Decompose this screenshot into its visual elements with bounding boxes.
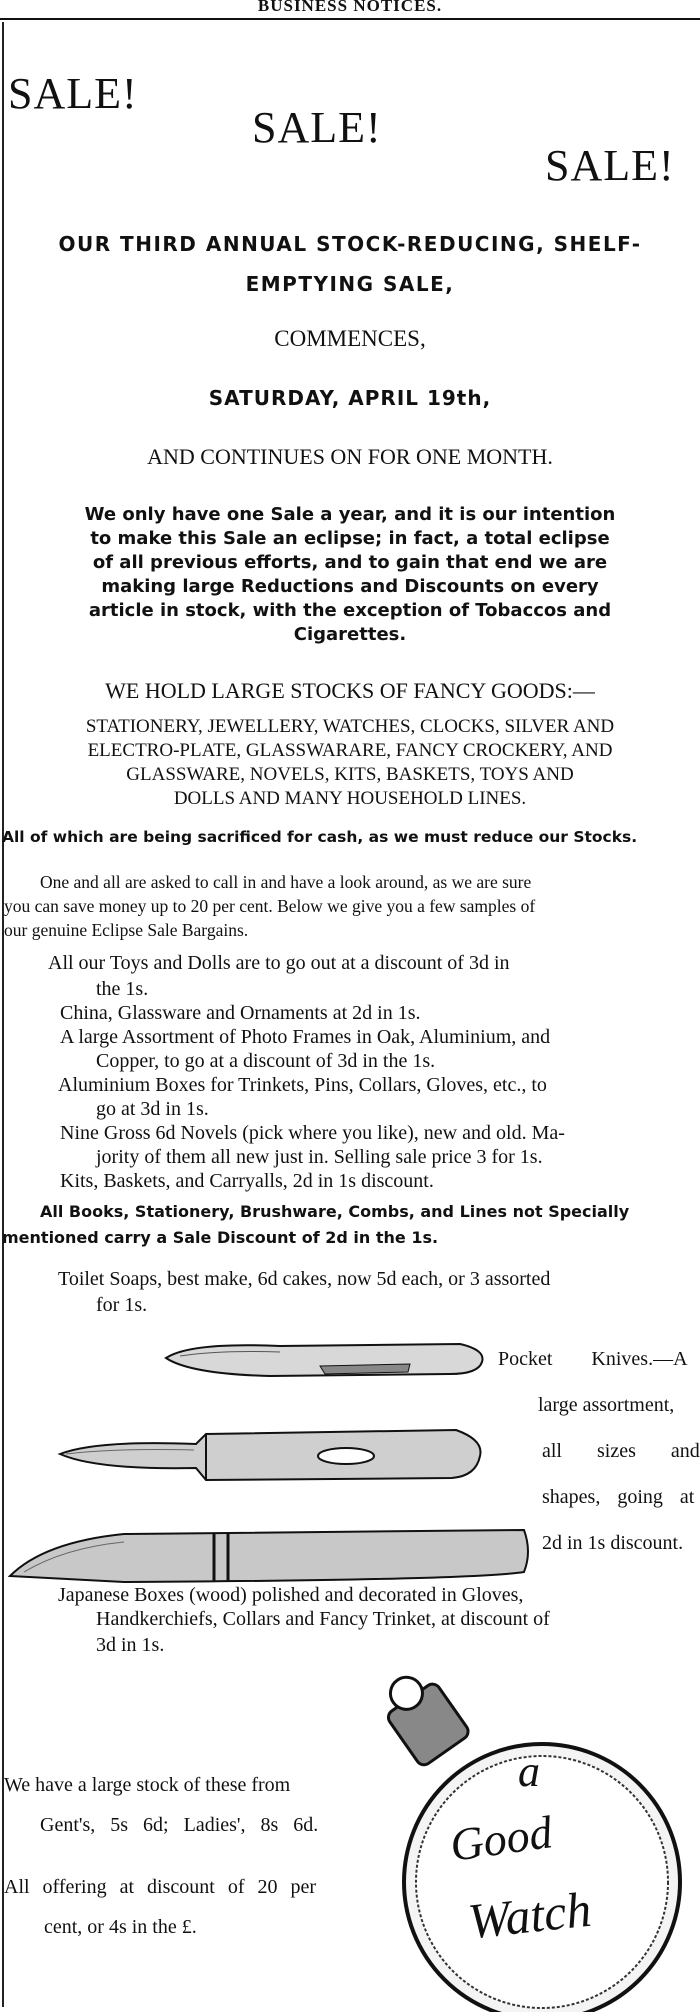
intro-line-3: of all previous efforts, and to gain that end we are xyxy=(92,552,608,573)
sale-headline-3: SALE! xyxy=(545,141,675,190)
sacrificed-notice: All of which are being sacrificed for cash, as we must reduce our Stocks. xyxy=(2,828,638,846)
continues-text: AND CONTINUES ON FOR ONE MONTH. xyxy=(147,444,553,469)
knives-line-3: all sizes and xyxy=(542,1440,700,1462)
pocket-knife-icon xyxy=(160,1336,490,1382)
knives-line-5: 2d in 1s discount. xyxy=(542,1532,684,1554)
intro-line-6: Cigarettes. xyxy=(293,624,407,645)
japanese-line-2: Handkerchiefs, Collars and Fancy Trinket, at discount of xyxy=(96,1608,550,1630)
sale-title-line1: OUR THIRD ANNUAL STOCK-REDUCING, SHELF- xyxy=(58,232,642,256)
section-header: BUSINESS NOTICES. xyxy=(257,0,443,15)
commences-text: COMMENCES, xyxy=(274,326,426,351)
stocks-line-4: DOLLS AND MANY HOUSEHOLD LINES. xyxy=(173,788,527,809)
watch-script-watch: Watch xyxy=(465,1880,594,1950)
bargain-3-line-1: A large Assortment of Photo Frames in Oak, Aluminium, and xyxy=(60,1026,551,1048)
japanese-line-1: Japanese Boxes (wood) polished and decorated in Gloves, xyxy=(58,1584,524,1606)
pocket-knife-icon xyxy=(56,1420,488,1492)
knives-heading: Pocket Knives.—A xyxy=(498,1348,688,1370)
intro-line-1: We only have one Sale a year, and it is our intention xyxy=(84,504,616,525)
call-in-line-2: you can save money up to 20 per cent. Below we give you a few samples of xyxy=(4,896,536,916)
intro-line-2: to make this Sale an eclipse; in fact, a total eclipse xyxy=(90,528,610,549)
call-in-line-1: One and all are asked to call in and have a look around, as we are sure xyxy=(40,872,532,892)
soaps-line-2: for 1s. xyxy=(96,1294,148,1316)
books-notice-line-1: All Books, Stationery, Brushware, Combs, and Lines not Specially xyxy=(40,1202,630,1221)
books-notice-line-2: mentioned carry a Sale Discount of 2d in the 1s. xyxy=(2,1228,439,1247)
watches-line-1: We have a large stock of these from xyxy=(4,1774,291,1796)
watch-script-a: a xyxy=(518,1747,540,1796)
bargain-3-line-2: Copper, to go at a discount of 3d in the 1s. xyxy=(96,1050,436,1072)
stocks-line-3: GLASSWARE, NOVELS, KITS, BASKETS, TOYS AND xyxy=(126,764,574,785)
sale-headline-2: SALE! xyxy=(252,103,382,152)
left-column-rule xyxy=(2,22,4,2007)
stocks-line-2: ELECTRO-PLATE, GLASSWARARE, FANCY CROCKERY, AND xyxy=(87,740,613,761)
watches-line-2: Gent's, 5s 6d; Ladies', 8s 6d. xyxy=(40,1814,319,1836)
japanese-line-3: 3d in 1s. xyxy=(96,1634,165,1656)
stocks-line-1: STATIONERY, JEWELLERY, WATCHES, CLOCKS, SILVER AND xyxy=(85,716,615,737)
intro-line-4: making large Reductions and Discounts on every xyxy=(101,576,599,597)
pocket-knife-icon xyxy=(4,1522,534,1588)
header-rule xyxy=(0,18,700,20)
bargain-1-line-1: All our Toys and Dolls are to go out at a discount of 3d in xyxy=(48,952,510,974)
bargain-4-line-2: go at 3d in 1s. xyxy=(96,1098,209,1120)
intro-line-5: article in stock, with the exception of Tobaccos and xyxy=(88,600,612,621)
watches-line-4: cent, or 4s in the £. xyxy=(44,1916,197,1938)
bargain-1-line-2: the 1s. xyxy=(96,978,149,1000)
knives-line-1 xyxy=(498,1348,688,1371)
bargain-4-line-1: Aluminium Boxes for Trinkets, Pins, Collars, Gloves, etc., to xyxy=(58,1074,547,1096)
watches-line-3: All offering at discount of 20 per xyxy=(4,1876,317,1898)
knives-line-4: shapes, going at xyxy=(542,1486,695,1508)
stocks-heading: WE HOLD LARGE STOCKS OF FANCY GOODS:— xyxy=(105,678,595,703)
soaps-line-1: Toilet Soaps, best make, 6d cakes, now 5d each, or 3 assorted xyxy=(58,1268,551,1290)
call-in-line-3: our genuine Eclipse Sale Bargains. xyxy=(4,920,249,940)
sale-date: SATURDAY, APRIL 19th, xyxy=(208,386,492,410)
bargain-2: China, Glassware and Ornaments at 2d in 1s. xyxy=(60,1002,421,1024)
knives-line-2: large assortment, xyxy=(538,1394,675,1416)
bargain-5-line-2: jority of them all new just in. Selling sale price 3 for 1s. xyxy=(96,1146,543,1168)
bargain-5-line-1: Nine Gross 6d Novels (pick where you like), new and old. Ma- xyxy=(60,1122,565,1144)
sale-title-line2: EMPTYING SALE, xyxy=(245,272,455,296)
bargain-6: Kits, Baskets, and Carryalls, 2d in 1s discount. xyxy=(60,1170,434,1192)
sale-headline-1: SALE! xyxy=(8,69,138,118)
watch-script-good: Good xyxy=(446,1806,556,1871)
